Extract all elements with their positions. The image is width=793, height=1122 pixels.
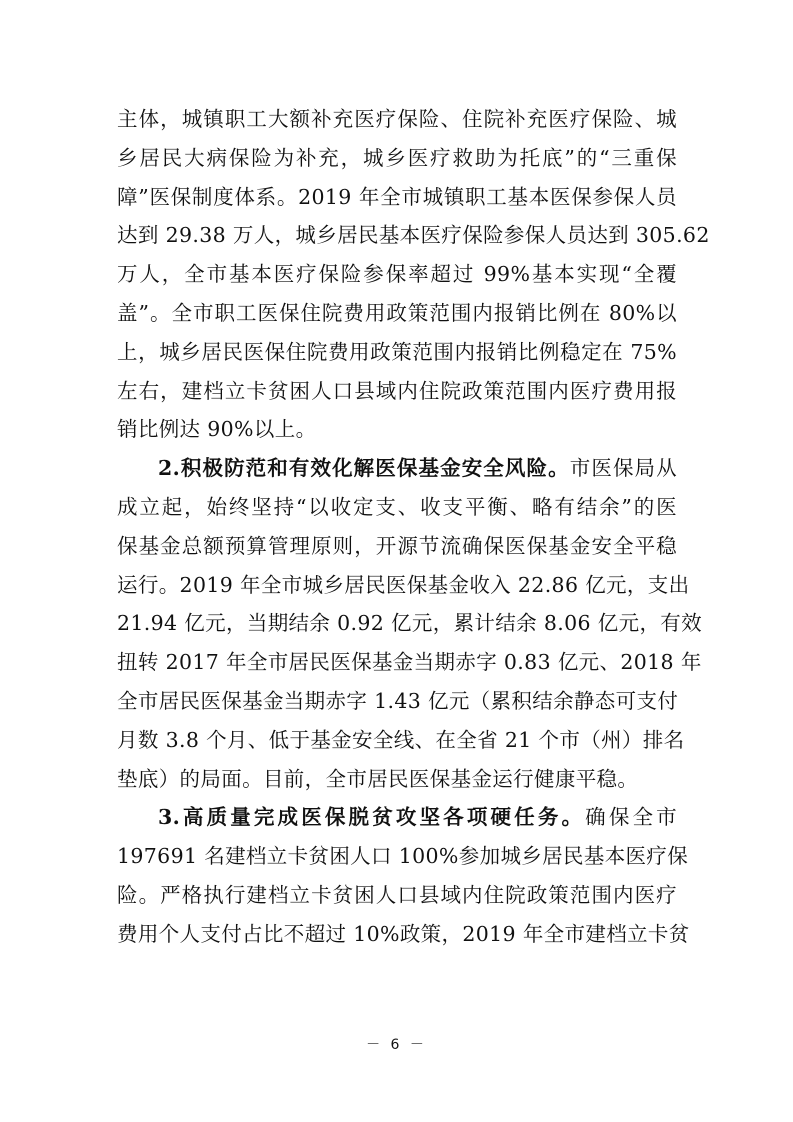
text-line: 21.94 亿元，当期结余 0.92 亿元，累计结余 8.06 亿元，有效: [117, 611, 703, 636]
paragraph-3: [117, 798, 690, 953]
document-body: [117, 100, 710, 954]
text-line: 上，城乡居民医保住院费用政策范围内报销比例稳定在 75%: [117, 339, 677, 364]
text-line: 主体，城镇职工大额补充医疗保险、住院补充医疗保险、城: [117, 107, 677, 131]
text-line: 全市居民医保基金当期赤字 1.43 亿元（累积结余静态可支付: [117, 688, 679, 713]
text-line: 万人，全市基本医疗保险参保率超过 99%基本实现“全覆: [117, 262, 677, 287]
paragraph-1: [117, 100, 710, 449]
text-line: [117, 798, 677, 837]
text-line: 险。严格执行建档立卡贫困人口县域内住院政策范围内医疗: [117, 882, 677, 907]
text-line: 垫底）的局面。目前，全市居民医保基金运行健康平稳。: [117, 766, 639, 791]
text-line: 乡居民大病保险为补充，城乡医疗救助为托底”的“三重保: [117, 145, 677, 170]
text-line: 达到 29.38 万人，城乡居民基本医疗保险参保人员达到 305.62: [117, 223, 710, 248]
text-run: 市医保局从: [569, 456, 678, 481]
text-line: 左右，建档立卡贫困人口县域内住院政策范围内医疗费用报: [117, 378, 677, 403]
page-number: － 6 －: [366, 1037, 427, 1053]
section-heading: 2.积极防范和有效化解医保基金安全风险。: [158, 456, 570, 481]
text-line: [117, 449, 677, 488]
text-line: 运行。2019 年全市城乡居民医保基金收入 22.86 亿元，支出: [117, 572, 690, 597]
text-line: 费用个人支付占比不超过 10%政策，2019 年全市建档立卡贫: [117, 921, 690, 946]
text-line: 扭转 2017 年全市居民医保基金当期赤字 0.83 亿元、2018 年: [117, 650, 702, 675]
text-line: 月数 3.8 个月、低于基金安全线、在全省 21 个市（州）排名: [117, 727, 685, 752]
section-heading: 3.高质量完成医保脱贫攻坚各项硬任务。: [158, 805, 586, 830]
text-line: 销比例达 90%以上。: [117, 417, 317, 442]
paragraph-2: [117, 449, 703, 798]
text-line: 保基金总额预算管理原则，开源节流确保医保基金安全平稳: [117, 533, 677, 558]
text-line: 197691 名建档立卡贫困人口 100%参加城乡居民基本医疗保: [117, 844, 689, 869]
text-run: 确保全市: [585, 805, 677, 830]
text-line: 障”医保制度体系。2019 年全市城镇职工基本医保参保人员: [117, 184, 677, 209]
text-line: 盖”。全市职工医保住院费用政策范围内报销比例在 80%以: [117, 300, 677, 325]
text-line: 成立起，始终坚持“以收定支、收支平衡、略有结余”的医: [117, 494, 677, 519]
